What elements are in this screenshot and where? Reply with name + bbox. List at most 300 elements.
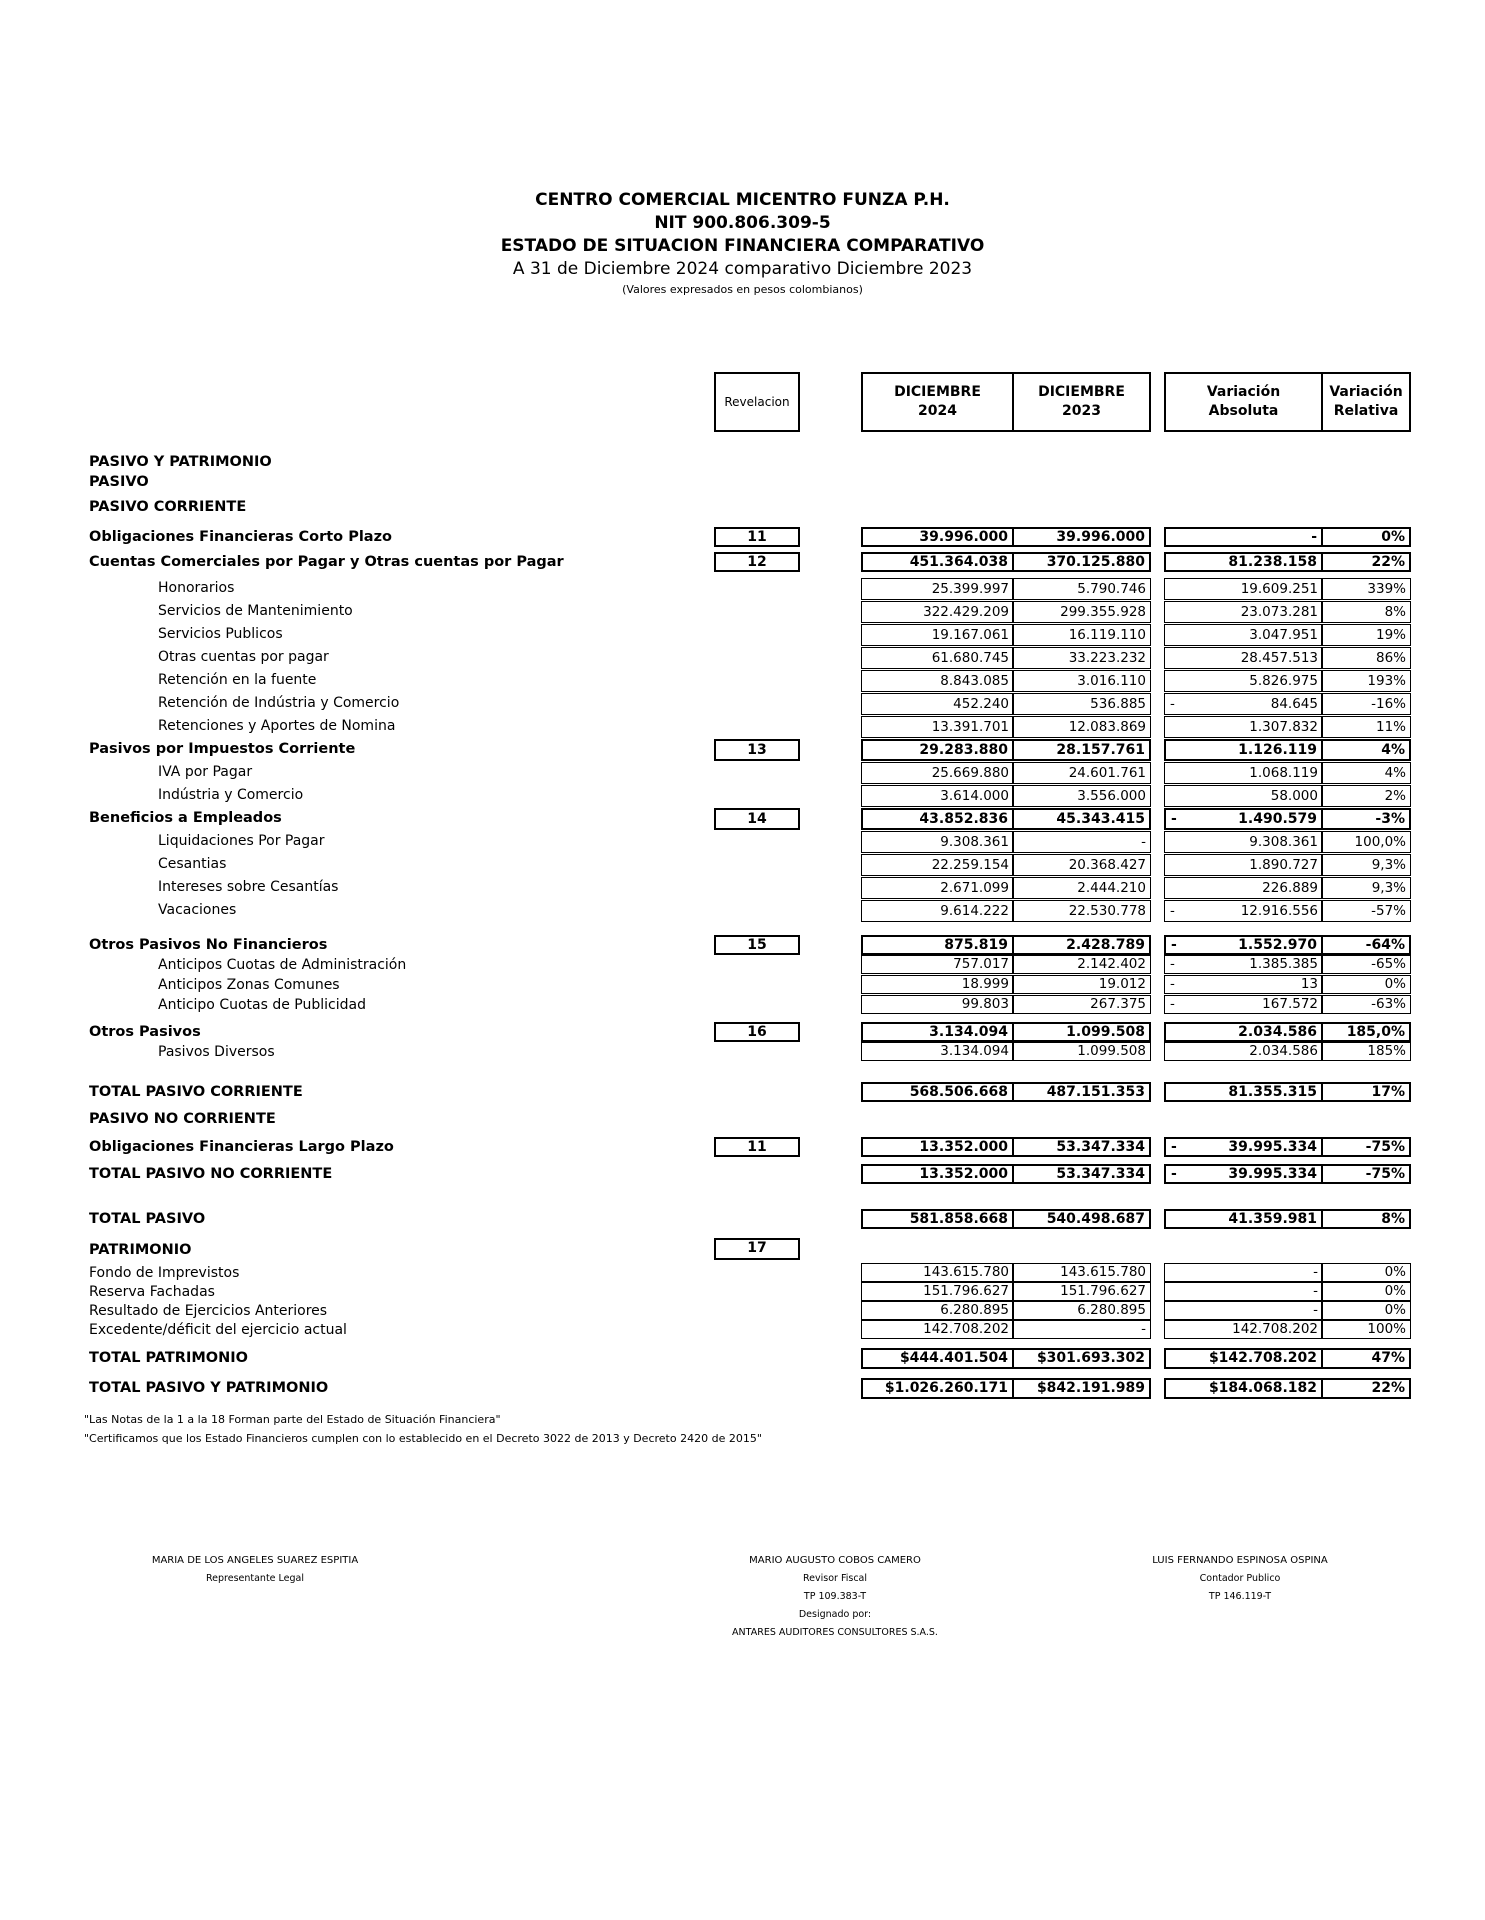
- revelacion-ref: 11: [714, 527, 800, 547]
- variation-relative: [1321, 1082, 1411, 1102]
- value-2024-text: $1.026.260.171: [884, 1380, 1008, 1396]
- value-2024: [861, 1042, 1014, 1061]
- variation-relative: [1321, 1320, 1411, 1339]
- value-2023: [1012, 877, 1151, 899]
- negative-sign: -: [1171, 811, 1177, 827]
- variation-relative-text: 22%: [1371, 554, 1405, 570]
- variation-relative-text: 4%: [1381, 742, 1405, 758]
- value-2024: [861, 808, 1014, 830]
- value-2023: [1012, 854, 1151, 876]
- value-2024: [861, 1320, 1014, 1339]
- variation-relative: [1321, 1378, 1411, 1399]
- variation-relative: [1321, 1137, 1411, 1157]
- variation-relative: [1321, 1348, 1411, 1369]
- variation-relative-text: 9,3%: [1371, 880, 1406, 896]
- variation-absolute-text: 19.609.251: [1240, 581, 1318, 597]
- variation-relative: [1321, 1042, 1411, 1061]
- variation-absolute-text: 81.355.315: [1228, 1084, 1317, 1100]
- variation-absolute: [1164, 995, 1323, 1014]
- variation-relative-text: 0%: [1381, 529, 1405, 545]
- value-2024: [861, 578, 1014, 600]
- value-2023-text: 39.996.000: [1056, 529, 1145, 545]
- row-label: Servicios de Mantenimiento: [158, 603, 353, 619]
- revelacion-ref: 13: [714, 739, 800, 761]
- value-2023: [1012, 1082, 1151, 1102]
- variation-absolute: [1164, 578, 1323, 600]
- variation-absolute-text: -: [1313, 1283, 1318, 1299]
- value-2024-text: 22.259.154: [931, 857, 1009, 873]
- variation-absolute: [1164, 808, 1323, 830]
- value-2024: [861, 739, 1014, 761]
- row-label: TOTAL PASIVO Y PATRIMONIO: [89, 1380, 329, 1396]
- value-2023-text: 536.885: [1090, 696, 1146, 712]
- value-2024-text: 13.391.701: [931, 719, 1009, 735]
- value-2023-text: -: [1141, 834, 1146, 850]
- value-2023-text: 16.119.110: [1068, 627, 1146, 643]
- variation-relative-text: 339%: [1367, 581, 1406, 597]
- value-2024: [861, 1378, 1014, 1399]
- value-2024-text: 142.708.202: [923, 1321, 1009, 1337]
- variation-relative-text: 0%: [1384, 1283, 1406, 1299]
- variation-relative-text: 0%: [1384, 976, 1406, 992]
- variation-relative-text: 0%: [1384, 1302, 1406, 1318]
- value-2024: [861, 1301, 1014, 1320]
- value-2024: [861, 1209, 1014, 1229]
- row-label: Liquidaciones Por Pagar: [158, 833, 325, 849]
- value-2023: [1012, 1320, 1151, 1339]
- value-2024: [861, 1263, 1014, 1282]
- value-2023: [1012, 1042, 1151, 1061]
- value-2024: [861, 877, 1014, 899]
- heading-patrimonio: PATRIMONIO: [89, 1242, 192, 1258]
- value-2023-text: 53.347.334: [1056, 1139, 1145, 1155]
- variation-absolute: [1164, 1042, 1323, 1061]
- heading-pasivo-no-corriente: PASIVO NO CORRIENTE: [89, 1111, 276, 1127]
- value-2024: [861, 693, 1014, 715]
- value-2023-text: $301.693.302: [1036, 1350, 1145, 1366]
- value-2023-text: 3.556.000: [1077, 788, 1146, 804]
- value-2024: [861, 716, 1014, 738]
- signature-legal-representative: [130, 1552, 380, 1588]
- value-2024: [861, 527, 1014, 547]
- variation-relative: [1321, 601, 1411, 623]
- value-2024: [861, 1348, 1014, 1369]
- variation-relative-text: 193%: [1367, 673, 1406, 689]
- variation-relative-text: 8%: [1381, 1211, 1405, 1227]
- variation-relative-text: 2%: [1384, 788, 1406, 804]
- variation-relative-text: 4%: [1384, 765, 1406, 781]
- value-2024-text: 13.352.000: [919, 1166, 1008, 1182]
- variation-relative: [1321, 785, 1411, 807]
- variation-absolute-text: 84.645: [1270, 696, 1318, 712]
- value-2024-text: 61.680.745: [931, 650, 1009, 666]
- value-2024: [861, 1282, 1014, 1301]
- variation-absolute-text: 142.708.202: [1232, 1321, 1318, 1337]
- revelacion-ref: 14: [714, 808, 800, 830]
- value-2023: [1012, 955, 1151, 974]
- value-2023-text: 370.125.880: [1046, 554, 1145, 570]
- variation-relative: [1321, 1209, 1411, 1229]
- variation-absolute-text: 2.034.586: [1249, 1043, 1318, 1059]
- value-2024-text: 151.796.627: [923, 1283, 1009, 1299]
- row-label: Intereses sobre Cesantías: [158, 879, 339, 895]
- value-2023: [1012, 527, 1151, 547]
- value-2024: [861, 647, 1014, 669]
- value-2023: [1012, 601, 1151, 623]
- variation-relative: [1321, 739, 1411, 761]
- variation-absolute: [1164, 900, 1323, 922]
- variation-absolute-text: 1.307.832: [1249, 719, 1318, 735]
- variation-absolute-text: 81.238.158: [1228, 554, 1317, 570]
- variation-relative: [1321, 975, 1411, 994]
- row-label: Resultado de Ejercicios Anteriores: [89, 1303, 328, 1319]
- value-2023: [1012, 900, 1151, 922]
- variation-absolute-text: 12.916.556: [1240, 903, 1318, 919]
- variation-relative-text: -64%: [1365, 937, 1405, 953]
- value-2023-text: 2.444.210: [1077, 880, 1146, 896]
- variation-absolute: [1164, 647, 1323, 669]
- value-2023: [1012, 552, 1151, 572]
- value-2024: [861, 552, 1014, 572]
- value-2023: [1012, 578, 1151, 600]
- variation-absolute: [1164, 1164, 1323, 1184]
- value-2023: [1012, 716, 1151, 738]
- variation-relative-text: -65%: [1371, 956, 1406, 972]
- negative-sign: -: [1171, 1139, 1177, 1155]
- value-2023-text: 151.796.627: [1060, 1283, 1146, 1299]
- variation-relative: [1321, 624, 1411, 646]
- variation-relative: [1321, 1022, 1411, 1042]
- row-label: Honorarios: [158, 580, 235, 596]
- variation-relative-text: 9,3%: [1371, 857, 1406, 873]
- var-rel-line1: Variación: [1329, 384, 1403, 400]
- signature-firm: ANTARES AUDITORES CONSULTORES S.A.S.: [732, 1627, 938, 1638]
- row-label: Retención de Indústria y Comercio: [158, 695, 400, 711]
- dic2024-line1: DICIEMBRE: [894, 384, 981, 400]
- variation-relative: [1321, 1263, 1411, 1282]
- signature-tp: TP 146.119-T: [1208, 1591, 1272, 1602]
- value-2023-text: 487.151.353: [1046, 1084, 1145, 1100]
- value-2024-text: 2.671.099: [940, 880, 1009, 896]
- variation-relative: [1321, 527, 1411, 547]
- heading-pasivo-corriente: PASIVO CORRIENTE: [89, 499, 247, 515]
- variation-absolute: [1164, 527, 1323, 547]
- variation-relative-text: 17%: [1371, 1084, 1405, 1100]
- heading-pasivo-patrimonio: PASIVO Y PATRIMONIO: [89, 454, 272, 470]
- revelacion-label: Revelacion: [724, 394, 790, 409]
- dic2024-line2: 2024: [918, 403, 957, 419]
- statement-units: (Valores expresados en pesos colombianos): [622, 283, 863, 296]
- row-label: Indústria y Comercio: [158, 787, 304, 803]
- negative-sign: -: [1170, 696, 1175, 712]
- variation-relative: [1321, 693, 1411, 715]
- row-label: Pasivos por Impuestos Corriente: [89, 741, 356, 757]
- variation-relative: [1321, 552, 1411, 572]
- value-2024: [861, 900, 1014, 922]
- value-2024: [861, 831, 1014, 853]
- value-2023-text: 267.375: [1090, 996, 1146, 1012]
- row-label: Pasivos Diversos: [158, 1044, 275, 1060]
- variation-absolute: [1164, 1378, 1323, 1399]
- revelacion-ref: 11: [714, 1137, 800, 1157]
- variation-relative-text: 47%: [1371, 1350, 1405, 1366]
- value-2024-text: 19.167.061: [931, 627, 1009, 643]
- note-1: "Las Notas de la 1 a la 18 Forman parte del Estado de Situación Financiera": [84, 1413, 501, 1426]
- variation-absolute-text: 1.068.119: [1249, 765, 1318, 781]
- value-2024: [861, 1137, 1014, 1157]
- value-2023: [1012, 995, 1151, 1014]
- row-label: Otros Pasivos No Financieros: [89, 937, 328, 953]
- row-label: Beneficios a Empleados: [89, 810, 282, 826]
- row-label: Otros Pasivos: [89, 1024, 201, 1040]
- row-label: Anticipos Zonas Comunes: [158, 977, 340, 993]
- variation-relative: [1321, 995, 1411, 1014]
- variation-relative-text: -75%: [1365, 1166, 1405, 1182]
- variation-relative-text: 100%: [1367, 1321, 1406, 1337]
- variation-absolute-text: -: [1311, 529, 1317, 545]
- column-header-revelacion: [714, 372, 800, 432]
- variation-absolute: [1164, 1263, 1323, 1282]
- variation-absolute-text: 1.890.727: [1249, 857, 1318, 873]
- variation-absolute-text: 39.995.334: [1228, 1139, 1317, 1155]
- variation-relative-text: 185,0%: [1346, 1024, 1405, 1040]
- value-2024: [861, 601, 1014, 623]
- signature-name: MARIO AUGUSTO COBOS CAMERO: [749, 1555, 921, 1566]
- value-2024: [861, 1164, 1014, 1184]
- value-2023: [1012, 808, 1151, 830]
- value-2024: [861, 935, 1014, 955]
- var-abs-line2: Absoluta: [1208, 403, 1279, 419]
- dic2023-line1: DICIEMBRE: [1038, 384, 1125, 400]
- negative-sign: -: [1171, 937, 1177, 953]
- statement-period: A 31 de Diciembre 2024 comparativo Diciembre 2023: [512, 259, 973, 279]
- row-label: Otras cuentas por pagar: [158, 649, 329, 665]
- variation-absolute-text: 9.308.361: [1249, 834, 1318, 850]
- variation-absolute: [1164, 739, 1323, 761]
- value-2023: [1012, 1378, 1151, 1399]
- value-2024-text: 18.999: [961, 976, 1009, 992]
- variation-relative: [1321, 808, 1411, 830]
- value-2024-text: 757.017: [953, 956, 1009, 972]
- value-2023: [1012, 739, 1151, 761]
- variation-absolute: [1164, 1082, 1323, 1102]
- value-2024-text: 25.399.997: [931, 581, 1009, 597]
- value-2023-text: 2.142.402: [1077, 956, 1146, 972]
- variation-absolute-text: 28.457.513: [1240, 650, 1318, 666]
- variation-relative-text: 19%: [1375, 627, 1406, 643]
- variation-relative: [1321, 1301, 1411, 1320]
- variation-absolute: [1164, 831, 1323, 853]
- variation-absolute: [1164, 552, 1323, 572]
- variation-relative-text: -57%: [1371, 903, 1406, 919]
- row-label: Reserva Fachadas: [89, 1284, 215, 1300]
- signature-role: Contador Publico: [1199, 1573, 1281, 1584]
- value-2023: [1012, 670, 1151, 692]
- variation-absolute-text: 167.572: [1262, 996, 1318, 1012]
- variation-absolute: [1164, 1209, 1323, 1229]
- value-2024-text: 25.669.880: [931, 765, 1009, 781]
- signature-role: Revisor Fiscal: [802, 1573, 867, 1584]
- variation-relative: [1321, 670, 1411, 692]
- row-label: Retención en la fuente: [158, 672, 317, 688]
- row-label: TOTAL PASIVO: [89, 1211, 206, 1227]
- variation-relative: [1321, 716, 1411, 738]
- variation-relative: [1321, 955, 1411, 974]
- value-2024-text: 8.843.085: [940, 673, 1009, 689]
- value-2023: [1012, 975, 1151, 994]
- value-2023-text: 540.498.687: [1046, 1211, 1145, 1227]
- value-2024: [861, 1082, 1014, 1102]
- variation-relative: [1321, 935, 1411, 955]
- row-label: Obligaciones Financieras Corto Plazo: [89, 529, 392, 545]
- variation-absolute: [1164, 1137, 1323, 1157]
- value-2024-text: 6.280.895: [940, 1302, 1009, 1318]
- value-2024-text: 322.429.209: [923, 604, 1009, 620]
- value-2023: [1012, 785, 1151, 807]
- variation-relative: [1321, 877, 1411, 899]
- variation-relative-text: 11%: [1375, 719, 1406, 735]
- row-label: TOTAL PASIVO NO CORRIENTE: [89, 1166, 333, 1182]
- variation-absolute: [1164, 693, 1323, 715]
- value-2024-text: 39.996.000: [919, 529, 1008, 545]
- value-2024: [861, 854, 1014, 876]
- variation-relative: [1321, 647, 1411, 669]
- revelacion-ref: 16: [714, 1022, 800, 1042]
- value-2024-text: 3.134.094: [929, 1024, 1008, 1040]
- variation-absolute-text: 1.490.579: [1238, 811, 1317, 827]
- negative-sign: -: [1170, 996, 1175, 1012]
- column-header-variacion-relativa: [1321, 372, 1411, 432]
- signature-accountant: [1110, 1552, 1370, 1606]
- variation-absolute: [1164, 785, 1323, 807]
- variation-relative-text: -63%: [1371, 996, 1406, 1012]
- variation-absolute: [1164, 854, 1323, 876]
- signature-fiscal-reviewer: [700, 1552, 970, 1642]
- variation-absolute-text: 39.995.334: [1228, 1166, 1317, 1182]
- value-2023-text: 5.790.746: [1077, 581, 1146, 597]
- variation-absolute-text: 13: [1300, 976, 1318, 992]
- value-2023: [1012, 693, 1151, 715]
- company-name: CENTRO COMERCIAL MICENTRO FUNZA P.H.: [535, 190, 950, 210]
- variation-absolute-text: 2.034.586: [1238, 1024, 1317, 1040]
- value-2023: [1012, 1263, 1151, 1282]
- value-2023: [1012, 762, 1151, 784]
- value-2024: [861, 995, 1014, 1014]
- value-2023: [1012, 1282, 1151, 1301]
- value-2023: [1012, 624, 1151, 646]
- value-2024-text: $444.401.504: [899, 1350, 1008, 1366]
- value-2024-text: 568.506.668: [909, 1084, 1008, 1100]
- row-label: Excedente/déficit del ejercicio actual: [89, 1322, 347, 1338]
- value-2023-text: 33.223.232: [1068, 650, 1146, 666]
- row-label: IVA por Pagar: [158, 764, 253, 780]
- value-2023-text: 20.368.427: [1068, 857, 1146, 873]
- value-2023-text: 22.530.778: [1068, 903, 1146, 919]
- variation-absolute: [1164, 601, 1323, 623]
- value-2024-text: 29.283.880: [919, 742, 1008, 758]
- variation-absolute: [1164, 975, 1323, 994]
- variation-relative-text: -75%: [1365, 1139, 1405, 1155]
- variation-absolute-text: $184.068.182: [1208, 1380, 1317, 1396]
- signature-name: MARIA DE LOS ANGELES SUAREZ ESPITIA: [151, 1555, 359, 1566]
- variation-relative: [1321, 578, 1411, 600]
- value-2023: [1012, 1209, 1151, 1229]
- row-label: TOTAL PATRIMONIO: [89, 1350, 248, 1366]
- signature-role: Representante Legal: [205, 1573, 305, 1584]
- variation-relative-text: -16%: [1371, 696, 1406, 712]
- column-header-dic-2023: [1012, 372, 1151, 432]
- row-label: Cuentas Comerciales por Pagar y Otras cuentas por Pagar: [89, 554, 564, 570]
- variation-absolute-text: 3.047.951: [1249, 627, 1318, 643]
- variation-relative: [1321, 1282, 1411, 1301]
- value-2023: [1012, 1348, 1151, 1369]
- value-2024-text: 13.352.000: [919, 1139, 1008, 1155]
- var-rel-line2: Relativa: [1333, 403, 1399, 419]
- statement-title: ESTADO DE SITUACION FINANCIERA COMPARATIVO: [500, 236, 985, 256]
- company-nit: NIT 900.806.309-5: [654, 213, 831, 233]
- variation-absolute-text: -: [1313, 1264, 1318, 1280]
- value-2024-text: 9.308.361: [940, 834, 1009, 850]
- variation-relative: [1321, 1164, 1411, 1184]
- variation-absolute: [1164, 624, 1323, 646]
- variation-relative-text: 22%: [1371, 1380, 1405, 1396]
- variation-absolute: [1164, 877, 1323, 899]
- value-2024-text: 43.852.836: [919, 811, 1008, 827]
- negative-sign: -: [1170, 956, 1175, 972]
- revelacion-ref: 12: [714, 552, 800, 572]
- note-2: "Certificamos que los Estado Financieros cumplen con lo establecido en el Decreto 3022 de 2013 y Decreto 2420 de 2015": [84, 1432, 762, 1445]
- variation-absolute: [1164, 1282, 1323, 1301]
- value-2023-text: 2.428.789: [1066, 937, 1145, 953]
- column-header-dic-2024: [861, 372, 1014, 432]
- value-2023-text: 19.012: [1098, 976, 1146, 992]
- variation-relative-text: 100,0%: [1354, 834, 1406, 850]
- heading-pasivo: PASIVO: [89, 474, 149, 490]
- value-2023: [1012, 831, 1151, 853]
- row-label: Anticipo Cuotas de Publicidad: [158, 997, 366, 1013]
- value-2024-text: 3.614.000: [940, 788, 1009, 804]
- row-label: Anticipos Cuotas de Administración: [158, 957, 407, 973]
- variation-relative: [1321, 854, 1411, 876]
- variation-absolute: [1164, 1022, 1323, 1042]
- dic2023-line2: 2023: [1062, 403, 1101, 419]
- signature-name: LUIS FERNANDO ESPINOSA OSPINA: [1152, 1555, 1328, 1566]
- value-2023: [1012, 1164, 1151, 1184]
- value-2023-text: 299.355.928: [1060, 604, 1146, 620]
- value-2023-text: 6.280.895: [1077, 1302, 1146, 1318]
- value-2024-text: 452.240: [953, 696, 1009, 712]
- value-2023: [1012, 1022, 1151, 1042]
- variation-absolute: [1164, 670, 1323, 692]
- column-header-variacion-absoluta: [1164, 372, 1323, 432]
- value-2023-text: 143.615.780: [1060, 1264, 1146, 1280]
- value-2023-text: $842.191.989: [1036, 1380, 1145, 1396]
- negative-sign: -: [1170, 976, 1175, 992]
- variation-relative-text: 0%: [1384, 1264, 1406, 1280]
- value-2023-text: 28.157.761: [1056, 742, 1145, 758]
- value-2023-text: 24.601.761: [1068, 765, 1146, 781]
- variation-relative-text: 185%: [1367, 1043, 1406, 1059]
- value-2024-text: 581.858.668: [909, 1211, 1008, 1227]
- value-2024: [861, 1022, 1014, 1042]
- variation-absolute-text: $142.708.202: [1208, 1350, 1317, 1366]
- value-2024: [861, 624, 1014, 646]
- variation-absolute: [1164, 1320, 1323, 1339]
- variation-absolute: [1164, 935, 1323, 955]
- value-2024-text: 143.615.780: [923, 1264, 1009, 1280]
- value-2024: [861, 785, 1014, 807]
- negative-sign: -: [1171, 1166, 1177, 1182]
